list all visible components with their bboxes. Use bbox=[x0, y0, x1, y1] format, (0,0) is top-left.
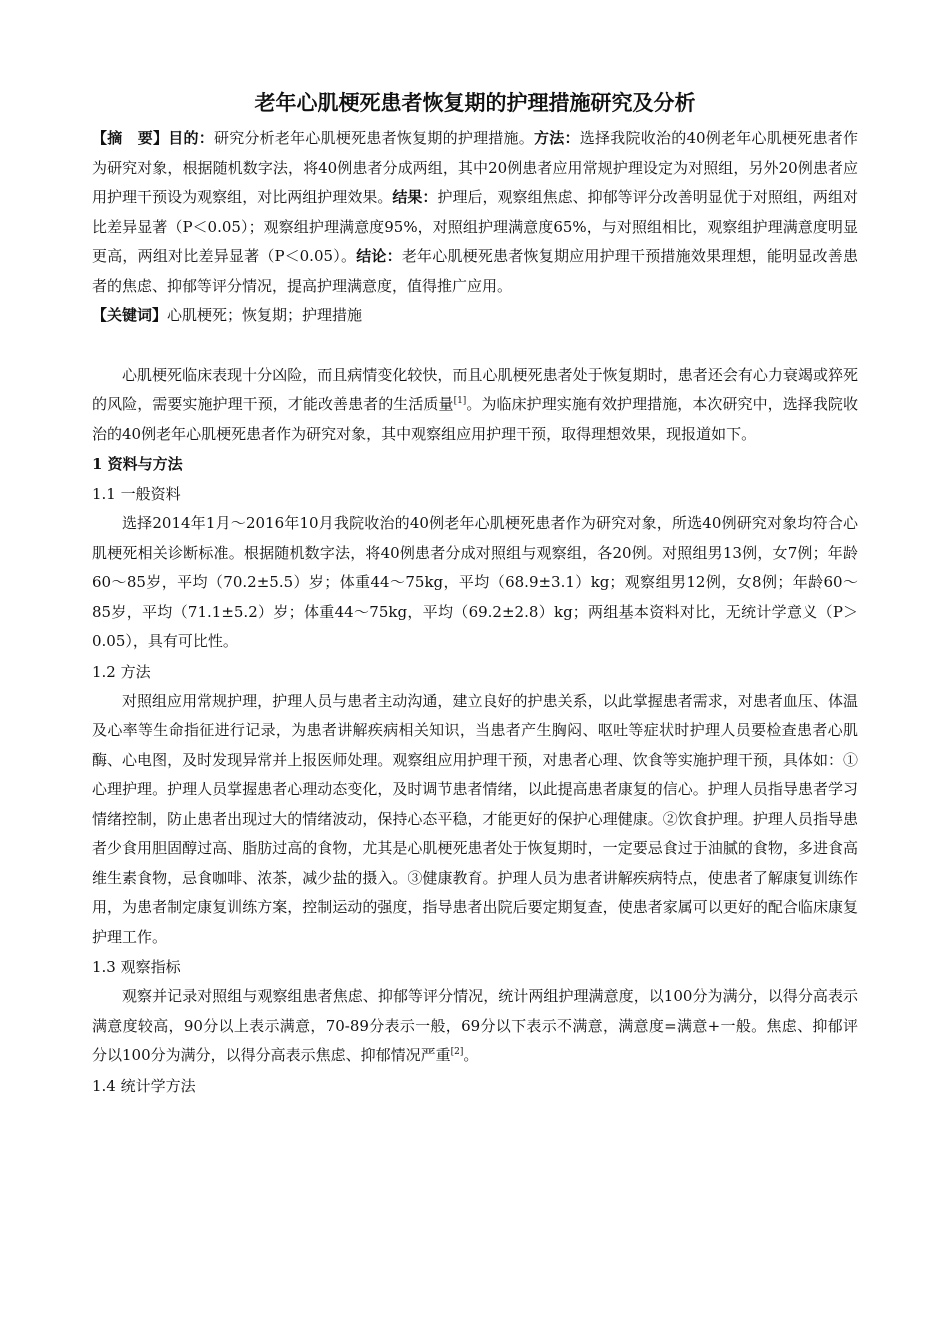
section-1-heading: 1 资料与方法 bbox=[92, 455, 183, 473]
intro-paragraph bbox=[92, 361, 858, 450]
abstract-aim: 研究分析老年心肌梗死患者恢复期的护理措施。 bbox=[213, 129, 535, 147]
section-1-3-text-b: 。 bbox=[463, 1046, 479, 1064]
spacer bbox=[92, 331, 858, 361]
section-1-3-heading: 1.3 观察指标 bbox=[92, 958, 181, 976]
abstract-conclusion: 老年心肌梗死患者恢复期应用护理干预措施效果理想，能明显改善患者的焦虑、抑郁等评分情况，提高护理满意度，值得推广应用。 bbox=[92, 247, 858, 295]
section-1-4-heading: 1.4 统计学方法 bbox=[92, 1076, 196, 1095]
abstract-result-label: 结果： bbox=[392, 188, 438, 206]
keywords bbox=[92, 301, 858, 331]
abstract-conclusion-label: 结论： bbox=[356, 247, 402, 265]
abstract-aim-label: 目的： bbox=[168, 129, 214, 147]
paper-title: 老年心肌梗死患者恢复期的护理措施研究及分析 bbox=[254, 91, 696, 115]
keywords-text: 心肌梗死；恢复期；护理措施 bbox=[167, 306, 363, 324]
abstract-method-label: 方法： bbox=[534, 129, 580, 147]
citation-ref-1[interactable]: [1] bbox=[453, 396, 467, 406]
intro-text-a: 心肌梗死临床表现十分凶险，而且病情变化较快，而且心肌梗死患者处于恢复期时，患者还会有心力衰竭或猝死的风险，需要实施护理干预，才能改善患者的生活质量 bbox=[92, 365, 858, 413]
section-1-2-heading: 1.2 方法 bbox=[92, 662, 151, 681]
section-1-3-paragraph bbox=[92, 982, 858, 1071]
intro-text-b: 。为临床护理实施有效护理措施，本次研究中，选择我院收治的40例老年心肌梗死患者作为研究对象，其中观察组应用护理干预，取得理想效果，现报道如下。 bbox=[92, 395, 858, 443]
abstract bbox=[92, 124, 858, 301]
abstract-label: 【摘 要】 bbox=[92, 129, 169, 147]
abstract-result: 护理后，观察组焦虑、抑郁等评分改善明显优于对照组，两组对比差异显著（P＜0.05）；观察组护理满意度95%，对照组护理满意度65%，与对照组相比，观察组护理满意度明显更高，两组对比差异显著（P＜0.05）。 bbox=[92, 188, 858, 265]
abstract-method: 选择我院收治的40例老年心肌梗死患者作为研究对象，根据随机数字法，将40例患者分成两组，其中20例患者应用常规护理设定为对照组，另外20例患者应用护理干预设为观察组，对比两组护理效果。 bbox=[92, 129, 858, 206]
keywords-label: 【关键词】 bbox=[92, 306, 168, 324]
citation-ref-2[interactable]: [2] bbox=[450, 1047, 464, 1057]
section-1-1-heading: 1.1 一般资料 bbox=[92, 485, 181, 503]
section-1-1-paragraph: 选择2014年1月～2016年10月我院收治的40例老年心肌梗死患者作为研究对象，所选40例研究对象均符合心肌梗死相关诊断标准。根据随机数字法，将40例患者分成对照组与观察组，各20例。对照组男13例，女7例；年龄60～85岁，平均（70.2±5.5）岁；体重44～75kg，平均（68.9±3.1）kg；观察组男12例，女8例；年龄60～85岁，平均（71.1±5.2）岁；体重44～75kg，平均（69.2±2.8）kg；两组基本资料对比，无统计学意义（P＞0.05），具有可比性。 bbox=[92, 514, 858, 650]
section-1-2-paragraph: 对照组应用常规护理，护理人员与患者主动沟通，建立良好的护患关系，以此掌握患者需求，对患者血压、体温及心率等生命指征进行记录，为患者讲解疾病相关知识，当患者产生胸闷、呕吐等症状时护理人员要检查患者心肌酶、心电图，及时发现异常并上报医师处理。观察组应用护理干预，对患者心理、饮食等实施护理干预，具体如：①心理护理。护理人员掌握患者心理动态变化，及时调节患者情绪，以此提高患者康复的信心。护理人员指导患者学习情绪控制，防止患者出现过大的情绪波动，保持心态平稳，才能更好的保护心理健康。②饮食护理。护理人员指导患者少食用胆固醇过高、脂肪过高的食物，尤其是心肌梗死患者处于恢复期时，一定要忌食过于油腻的食物，多进食高维生素食物，忌食咖啡、浓茶，减少盐的摄入。③健康教育。护理人员为患者讲解疾病特点，使患者了解康复训练作用，为患者制定康复训练方案，控制运动的强度，指导患者出院后要定期复查，使患者家属可以更好的配合临床康复护理工作。 bbox=[92, 691, 858, 946]
section-1-3-text-a: 观察并记录对照组与观察组患者焦虑、抑郁等评分情况，统计两组护理满意度，以100分为满分，以得分高表示满意度较高，90分以上表示满意，70-89分表示一般，69分以下表示不满意，满意度=满意+一般。焦虑、抑郁评分以100分为满分，以得分高表示焦虑、抑郁情况严重 bbox=[92, 987, 858, 1064]
